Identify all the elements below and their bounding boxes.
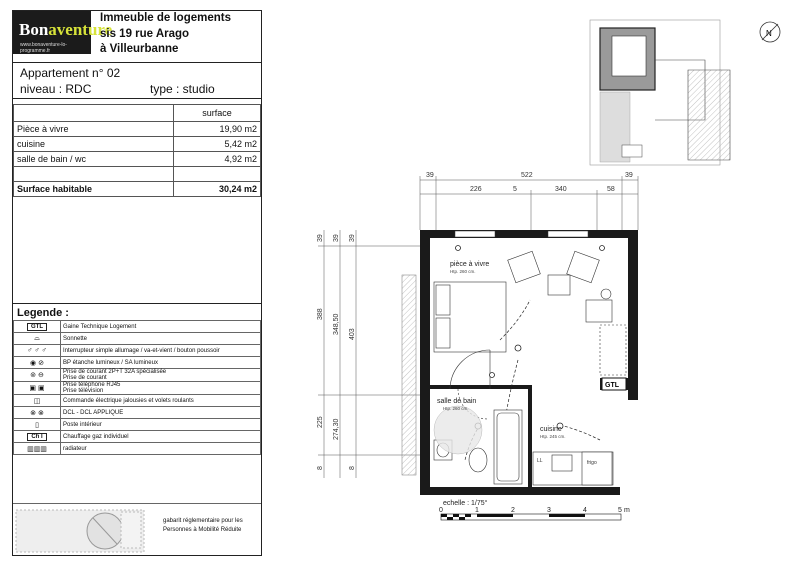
dim-left-outer-3: 225 xyxy=(317,416,324,428)
heating-icon: Ch I xyxy=(27,433,46,441)
scale-label: echelle : 1/75° xyxy=(443,500,488,507)
dim-left-mid-1: 39 xyxy=(333,234,340,242)
table-row: salle de bain / wc 4,92 m2 xyxy=(14,152,261,167)
surface-table xyxy=(13,104,261,197)
legend-item: ◫ Commande électrique jalousies et volets roulants xyxy=(14,395,261,407)
legend-item: Ch I Chauffage gaz individuel xyxy=(14,431,261,443)
table-row: cuisine 5,42 m2 xyxy=(14,137,261,152)
legend-item: ⊗ ⊗ DCL - DCL APPLIQUE xyxy=(14,407,261,419)
dcl-icon: ⊗ ⊗ xyxy=(14,407,61,419)
neighbour-wall xyxy=(402,275,416,475)
brand-logo xyxy=(13,11,113,54)
dim-top-226: 226 xyxy=(470,186,482,193)
gtl-icon: GTL xyxy=(27,323,47,331)
logo-url: www.bonaventure-lo-programme.fr xyxy=(20,42,67,54)
dim-top-340: 340 xyxy=(555,186,567,193)
dim-left-inner-1: 39 xyxy=(349,234,356,242)
gtl-label: GTL xyxy=(605,382,619,389)
legend-table xyxy=(13,320,261,455)
pmr-caption: gabarit réglementaire pour les Personnes à Mobilité Réduite xyxy=(163,518,243,533)
legend-item: GTL Gaine Technique Logement xyxy=(14,321,261,333)
bed xyxy=(434,282,506,352)
dim-top-5: 5 xyxy=(513,186,517,193)
phone-socket-icon: ▣ ▣ xyxy=(14,382,61,395)
room-living-name: pièce à vivre xyxy=(450,261,490,268)
legend-item: ⌓ Sonnette xyxy=(14,333,261,345)
legend-item: ▣ ▣ Prise téléphone RJ45 Prise télévision xyxy=(14,382,261,395)
scale-tick-2: 2 xyxy=(511,507,515,514)
dim-top-58: 58 xyxy=(607,186,615,193)
divider xyxy=(12,62,262,63)
dim-left-outer-2: 388 xyxy=(317,308,324,320)
legend-item: ⊚ ⊖ Prise de courant 2P+T 32A spécialisée Prise de courant xyxy=(14,369,261,382)
room-kitchen-height: Htp. 245 cm. xyxy=(540,434,566,439)
socket-icon: ⊚ ⊖ xyxy=(14,369,61,382)
switch-icon: ♂ ♂ ♂ xyxy=(14,345,61,357)
apartment-number: Appartement n° 02 xyxy=(20,66,121,80)
intercom-icon: ▯ xyxy=(14,419,61,431)
dim-top-total: 522 xyxy=(521,172,533,179)
scale-tick-0: 0 xyxy=(439,507,443,514)
building-title-line2: sis 19 rue Arago xyxy=(100,28,190,40)
building-title-line3: à Villeurbanne xyxy=(100,43,179,55)
washer-label: LL xyxy=(537,458,543,464)
room-bath-name: salle de bain xyxy=(437,398,477,405)
table-row: Pièce à vivre 19,90 m2 xyxy=(14,122,261,137)
surface-header: surface xyxy=(174,105,261,122)
dimension-top xyxy=(420,176,638,230)
legend-item: ♂ ♂ ♂ Interrupteur simple allumage / va-et-vient / bouton poussoir xyxy=(14,345,261,357)
dim-top-right: 39 xyxy=(625,172,633,179)
dim-left-inner-2: 403 xyxy=(349,328,356,340)
svg-text:N: N xyxy=(766,29,772,38)
building-title-line1: Immeuble de logements xyxy=(100,12,232,24)
scale-unit: m xyxy=(624,507,630,514)
legend-item: ◉ ⊘ BP étanche lumineux / SA lumineux xyxy=(14,357,261,369)
kitchen-fixtures xyxy=(533,452,613,485)
scale-tick-1: 1 xyxy=(475,507,479,514)
logo-text: Bonaventure xyxy=(19,20,113,39)
radiator-icon: ▥▥▥ xyxy=(14,443,61,455)
site-key-plan xyxy=(590,20,730,165)
dim-left-outer-4: 8 xyxy=(317,466,324,470)
legend-item: ▥▥▥ radiateur xyxy=(14,443,261,455)
room-living-height: Htp. 260 cm. xyxy=(450,269,476,274)
scale-bar xyxy=(441,514,621,520)
apartment-level: niveau : RDC xyxy=(20,82,92,96)
light-icon: ◉ ⊘ xyxy=(14,357,61,369)
dim-left-mid-2: 348,50 xyxy=(333,313,340,335)
divider xyxy=(12,98,262,99)
shutter-icon: ◫ xyxy=(14,395,61,407)
living-furniture xyxy=(508,251,626,375)
room-kitchen-name: cuisine xyxy=(540,426,562,433)
bell-icon: ⌓ xyxy=(14,333,61,345)
scale-tick-5: 5 xyxy=(618,507,622,514)
dim-left-mid-3: 274,30 xyxy=(333,418,340,440)
apartment-type: type : studio xyxy=(150,82,215,96)
legend-title: Legende : xyxy=(17,307,69,319)
total-row: Surface habitable 30,24 m2 xyxy=(14,182,261,197)
dim-left-inner-3: 8 xyxy=(349,466,356,470)
pmr-section xyxy=(13,503,261,556)
pmr-turning-circle xyxy=(434,406,482,454)
floor-plan xyxy=(268,0,800,565)
divider xyxy=(12,303,262,304)
north-arrow xyxy=(760,22,780,42)
dim-top-left: 39 xyxy=(426,172,434,179)
dim-left-outer-1: 39 xyxy=(317,234,324,242)
fridge-label: frigo xyxy=(587,460,597,466)
scale-tick-4: 4 xyxy=(583,507,587,514)
room-bath-height: Htp. 260 cm. xyxy=(443,406,469,411)
scale-tick-3: 3 xyxy=(547,507,551,514)
legend-item: ▯ Poste intérieur xyxy=(14,419,261,431)
